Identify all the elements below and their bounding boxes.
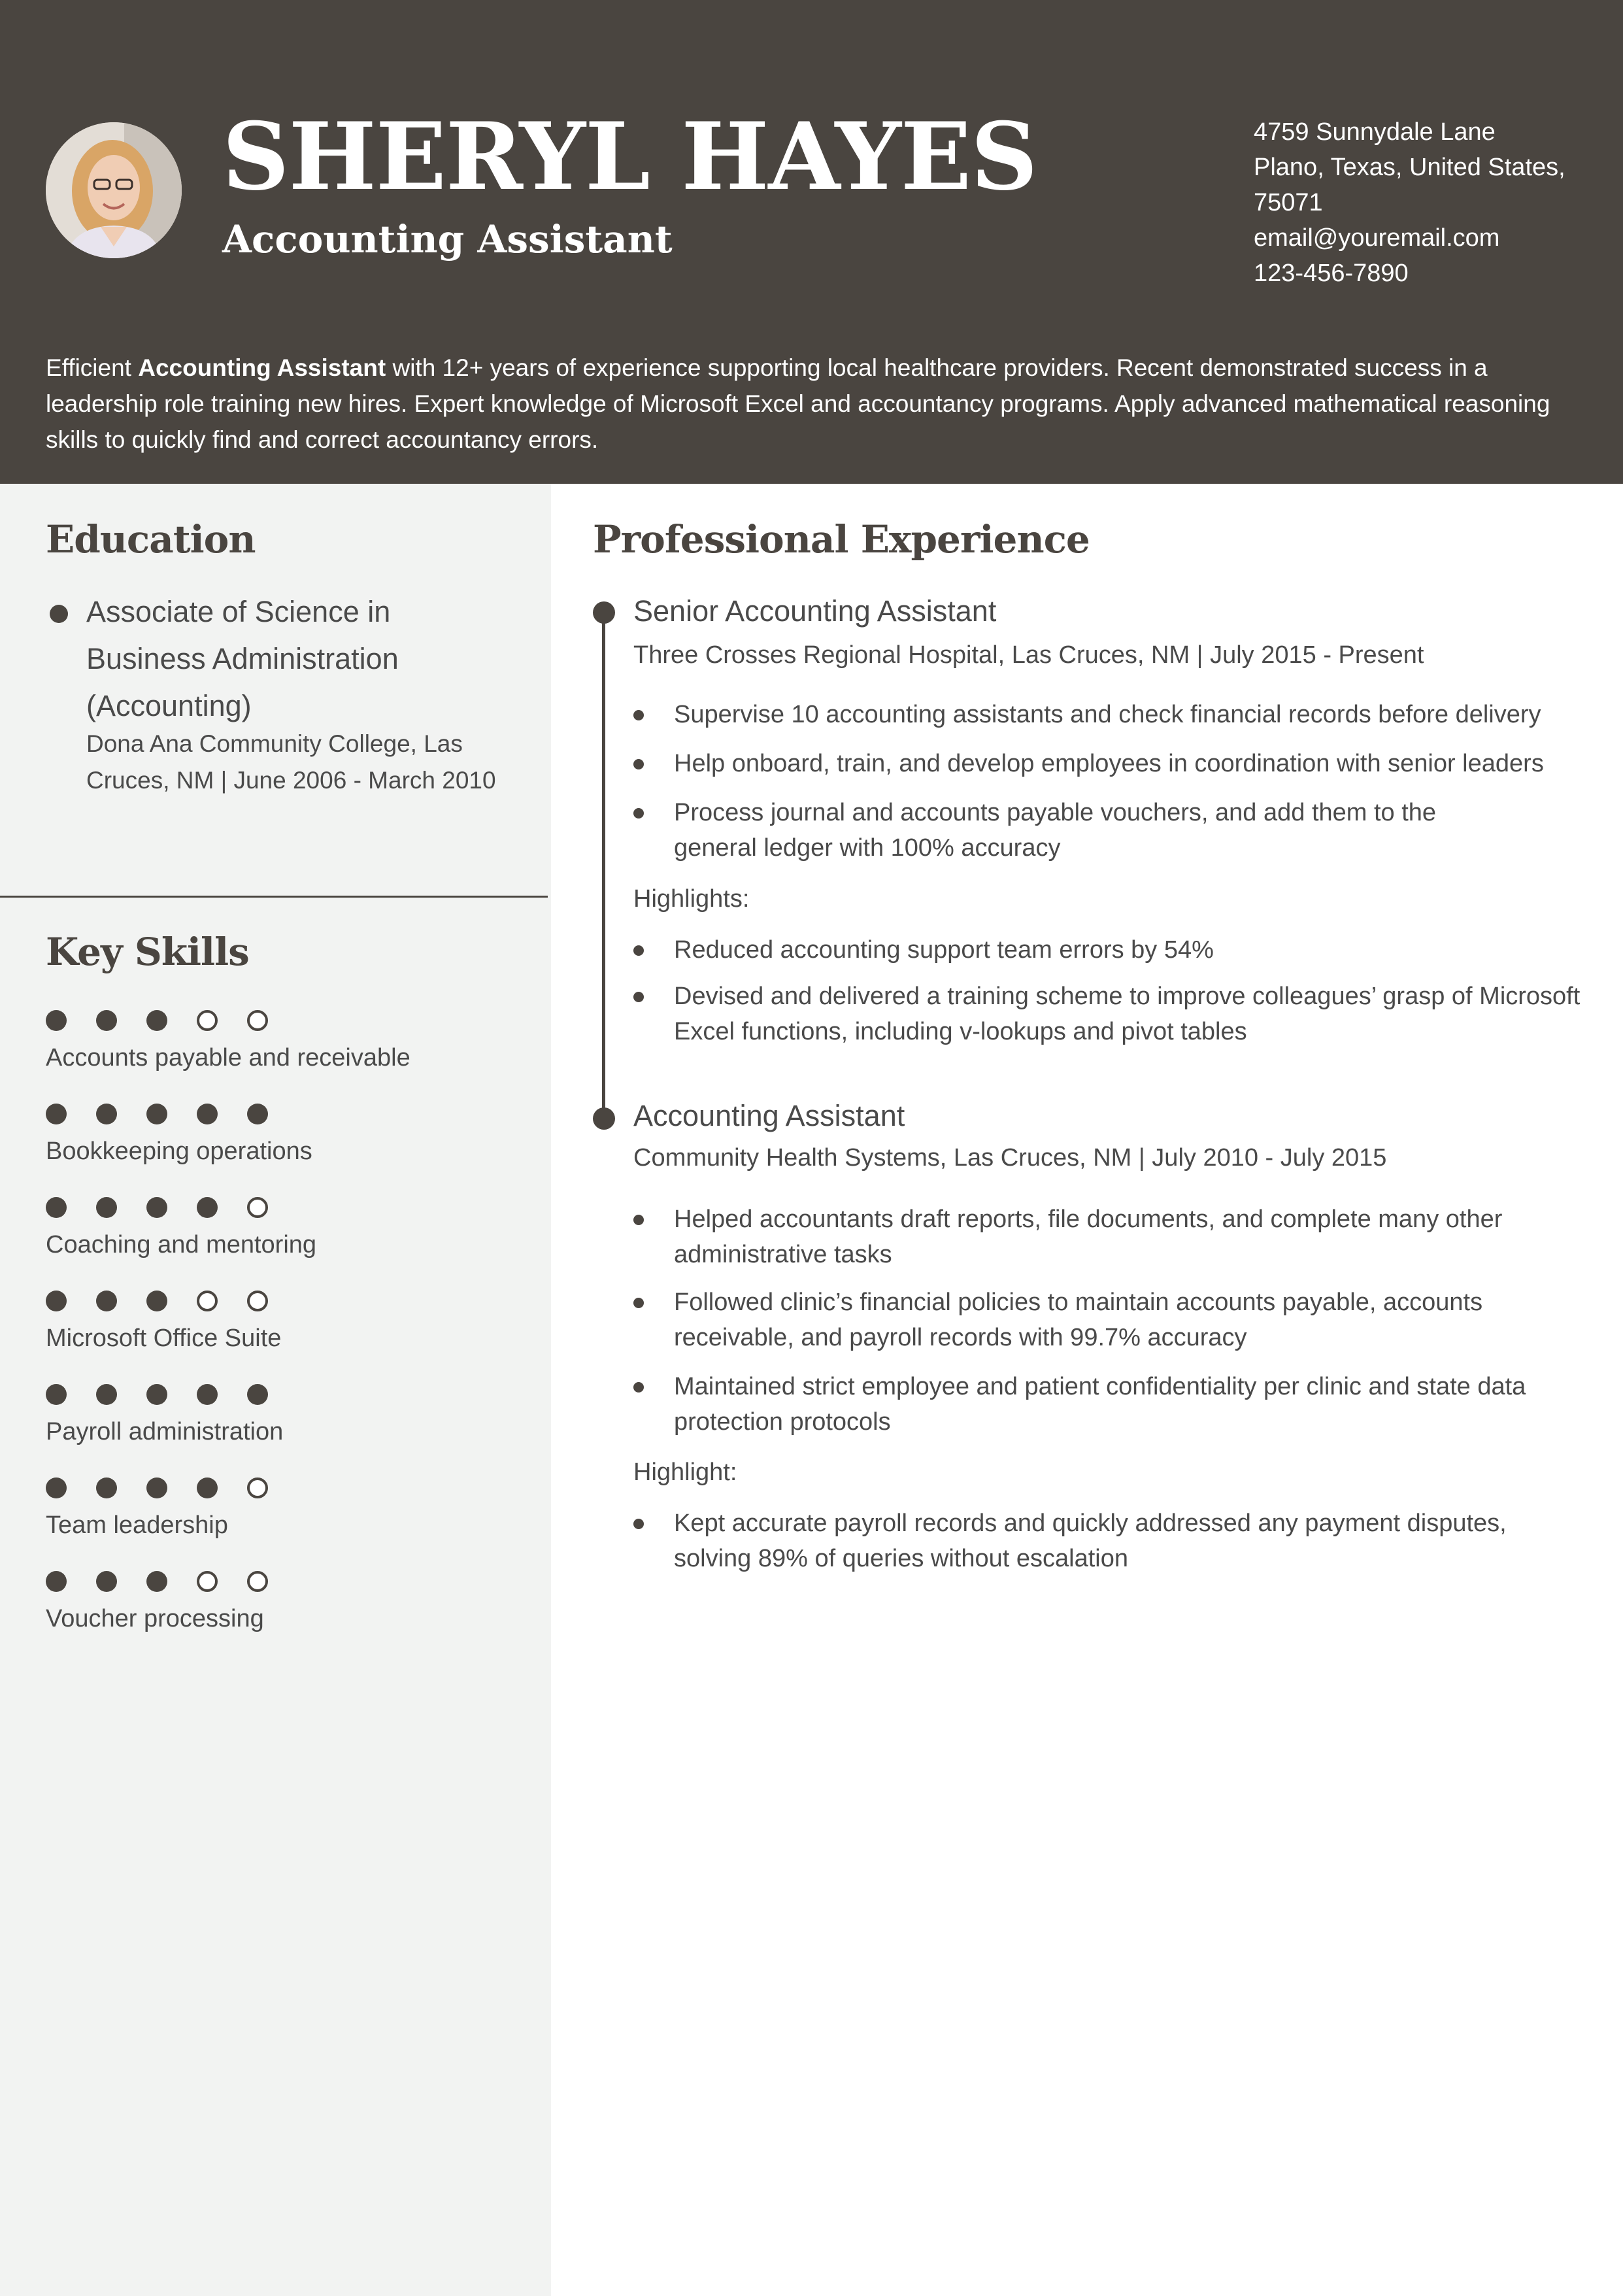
skill-rating [46, 1571, 307, 1593]
skill-item [46, 1291, 543, 1376]
rating-dot-filled [46, 1477, 67, 1498]
bullet-dot [633, 808, 644, 819]
address-line-1: 4759 Sunnydale Lane [1254, 118, 1496, 146]
candidate-title: Accounting Assistant [222, 217, 673, 262]
list-item [633, 697, 1581, 732]
rating-dot-filled [146, 1104, 167, 1124]
job-meta: Community Health Systems, Las Cruces, NM | July 2010 - July 2015 [633, 1144, 1387, 1172]
list-item [633, 746, 1581, 781]
skill-name: Coaching and mentoring [46, 1231, 317, 1258]
rating-dot-filled [146, 1197, 167, 1218]
skill-rating [46, 1197, 307, 1219]
skill-rating [46, 1477, 307, 1500]
skill-name: Payroll administration [46, 1418, 284, 1445]
experience-timeline [602, 613, 605, 1119]
list-item-text: Devised and delivered a training scheme to improve colleagues’ grasp of Microsoft Excel functions, including v-lookups and pivot tables [674, 983, 1581, 1045]
job-role: Senior Accounting Assistant [633, 594, 997, 628]
bullet-dot [633, 945, 644, 956]
list-item [633, 1506, 1581, 1576]
list-item-text: Kept accurate payroll records and quickly addressed any payment disputes, solving 89% of queries without escalation [674, 1510, 1507, 1572]
job-role: Accounting Assistant [633, 1099, 905, 1132]
list-item [633, 1202, 1535, 1272]
skill-name: Team leadership [46, 1511, 228, 1539]
education-bullet [50, 605, 68, 623]
bullet-dot [633, 1215, 644, 1225]
skills-heading: Key Skills [46, 930, 249, 974]
resume-header [0, 0, 1623, 484]
education-degree: Associate of Science in Business Administration (Accounting) [86, 595, 399, 722]
skill-item [46, 1104, 543, 1189]
rating-dot-empty [197, 1010, 218, 1031]
list-item [633, 979, 1581, 1049]
rating-dot-filled [197, 1197, 218, 1218]
rating-dot-empty [197, 1571, 218, 1592]
timeline-dot [593, 1107, 615, 1130]
skill-rating [46, 1384, 307, 1406]
bullet-dot [633, 1298, 644, 1308]
skill-item [46, 1571, 543, 1656]
sidebar-divider [0, 896, 548, 898]
rating-dot-empty [247, 1197, 268, 1218]
bullet-dot [633, 992, 644, 1002]
timeline-dot [593, 601, 615, 624]
rating-dot-filled [197, 1104, 218, 1124]
list-item-text: Process journal and accounts payable vouchers, and add them to the general ledger with 100% accuracy [674, 799, 1437, 862]
rating-dot-filled [46, 1104, 67, 1124]
rating-dot-filled [96, 1197, 117, 1218]
list-item-text: Reduced accounting support team errors by 54% [674, 936, 1214, 964]
contact-block [1254, 114, 1594, 291]
professional-summary [46, 350, 1588, 458]
skill-item [46, 1010, 543, 1095]
rating-dot-filled [197, 1384, 218, 1405]
list-item-text: Help onboard, train, and develop employees in coordination with senior leaders [674, 750, 1544, 777]
rating-dot-filled [46, 1010, 67, 1031]
rating-dot-empty [197, 1291, 218, 1311]
skill-name: Bookkeeping operations [46, 1138, 312, 1165]
rating-dot-filled [247, 1104, 268, 1124]
rating-dot-filled [96, 1477, 117, 1498]
list-item [633, 795, 1477, 866]
rating-dot-filled [96, 1384, 117, 1405]
rating-dot-filled [96, 1010, 117, 1031]
rating-dot-filled [46, 1291, 67, 1311]
summary-prefix: Efficient [46, 354, 139, 381]
candidate-name: SHERYL HAYES [222, 103, 1037, 211]
profile-photo-illustration [46, 122, 182, 258]
highlights-label: Highlights: [633, 885, 750, 913]
address-line-3: 75071 [1254, 189, 1323, 216]
skill-name: Voucher processing [46, 1605, 264, 1632]
list-item-text: Maintained strict employee and patient confidentiality per clinic and state data protection protocols [674, 1373, 1526, 1436]
rating-dot-filled [96, 1291, 117, 1311]
skill-item [46, 1197, 543, 1282]
skill-item [46, 1384, 543, 1469]
skill-rating [46, 1010, 307, 1032]
rating-dot-empty [247, 1010, 268, 1031]
experience-heading: Professional Experience [593, 517, 1090, 562]
rating-dot-filled [146, 1477, 167, 1498]
address-line-2: Plano, Texas, United States, [1254, 154, 1565, 181]
list-item [633, 1285, 1522, 1355]
phone-number[interactable]: 123-456-7890 [1254, 260, 1409, 287]
email-address[interactable]: email@youremail.com [1254, 224, 1500, 252]
skill-name: Microsoft Office Suite [46, 1325, 282, 1352]
education-heading: Education [46, 517, 256, 562]
skill-item [46, 1477, 543, 1562]
list-item-text: Supervise 10 accounting assistants and check financial records before delivery [674, 701, 1541, 728]
summary-body: with 12+ years of experience supporting local healthcare providers. Recent demonstrated success in a leadership role training new hires. Expert knowledge of Microsoft Excel and accountancy programs. Apply advanced mathematical reasoning skills to quickly find and correct accountancy errors. [46, 354, 1550, 453]
rating-dot-filled [46, 1384, 67, 1405]
rating-dot-filled [146, 1571, 167, 1592]
rating-dot-filled [247, 1384, 268, 1405]
rating-dot-empty [247, 1571, 268, 1592]
list-item [633, 1369, 1548, 1440]
skill-rating [46, 1291, 307, 1313]
rating-dot-filled [146, 1010, 167, 1031]
list-item-text: Followed clinic’s financial policies to maintain accounts payable, accounts receivable, and payroll records with 99.7% accuracy [674, 1289, 1483, 1351]
rating-dot-filled [146, 1291, 167, 1311]
list-item [633, 932, 1581, 968]
list-item-text: Helped accountants draft reports, file documents, and complete many other administrative tasks [674, 1206, 1503, 1268]
profile-photo [46, 122, 182, 258]
skill-rating [46, 1104, 307, 1126]
education-school: Dona Ana Community College, Las Cruces, NM | June 2006 - March 2010 [86, 730, 496, 794]
bullet-dot [633, 1382, 644, 1393]
summary-highlight: Accounting Assistant [138, 354, 386, 381]
rating-dot-filled [46, 1197, 67, 1218]
rating-dot-empty [247, 1291, 268, 1311]
rating-dot-filled [146, 1384, 167, 1405]
bullet-dot [633, 1519, 644, 1529]
rating-dot-filled [96, 1571, 117, 1592]
job-meta: Three Crosses Regional Hospital, Las Cruces, NM | July 2015 - Present [633, 641, 1424, 669]
bullet-dot [633, 759, 644, 769]
rating-dot-filled [96, 1104, 117, 1124]
rating-dot-filled [197, 1477, 218, 1498]
highlights-label: Highlight: [633, 1459, 737, 1486]
rating-dot-empty [247, 1477, 268, 1498]
bullet-dot [633, 710, 644, 720]
skill-name: Accounts payable and receivable [46, 1044, 410, 1072]
rating-dot-filled [46, 1571, 67, 1592]
